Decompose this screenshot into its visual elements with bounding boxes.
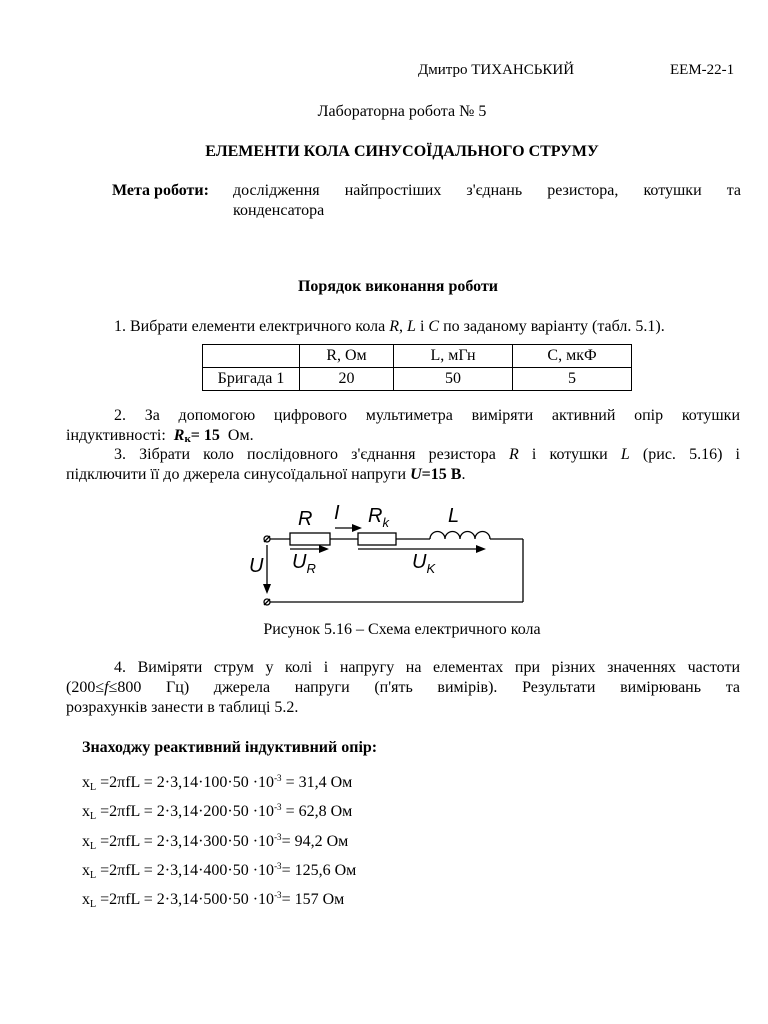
formula-line: $x_L =2\pi fL = 2\cdot 3,14\cdot 200\cdot 50 \cdot 10^{-3} = 62,8$ Ом	[82, 802, 353, 822]
table-cell: Бригада 1	[203, 368, 300, 391]
goal-text-line1: дослідження найпростіших з'єднань резистора, котушки та	[233, 182, 741, 199]
label-Rk: $R_k$	[368, 505, 389, 530]
step4-line2: (200≤f≤800 Гц) джерела напруги (п'ять вимірів). Результати вимірювань та	[66, 679, 740, 696]
step1-text: 1. Вибрати елементи електричного кола R, L і C по заданому варіанту (табл. 5.1).	[114, 318, 665, 335]
table-row	[203, 368, 632, 391]
author-name: Дмитро ТИХАНСЬКИЙ	[418, 62, 575, 78]
circuit-diagram	[240, 498, 530, 610]
step2-line1: 2. За допомогою цифрового мультиметра виміряти активний опір котушки	[114, 407, 740, 424]
table-header-row	[203, 345, 632, 368]
group-code: ЕЕМ-22-1	[670, 62, 735, 78]
table-cell: 5	[513, 368, 632, 391]
table-header-cell: R, Ом	[300, 345, 394, 368]
step4-line3: розрахунків занести в таблиці 5.2.	[66, 699, 299, 716]
lab-title: Лабораторна робота № 5	[317, 103, 487, 120]
reactance-heading: Знаходжу реактивний індуктивний опір:	[82, 739, 378, 756]
label-L: L	[448, 505, 460, 527]
table-cell: 50	[394, 368, 513, 391]
formula-line: $x_L =2\pi fL = 2\cdot 3,14\cdot 300\cdot 50 \cdot 10^{-3}= 94,2$ Ом	[82, 832, 349, 852]
label-UK: $U_K$	[412, 551, 436, 576]
label-R: R	[298, 508, 313, 530]
table-header-cell: L, мГн	[394, 345, 513, 368]
formula-line: $x_L =2\pi fL = 2\cdot 3,14\cdot 100\cdot 50 \cdot 10^{-3} = 31,4$ Ом	[82, 773, 353, 793]
goal-label: Мета роботи:	[112, 182, 209, 199]
variant-table	[202, 344, 632, 391]
main-title: ЕЛЕМЕНТИ КОЛА СИНУСОЇДАЛЬНОГО СТРУМУ	[205, 143, 599, 160]
label-I: I	[334, 502, 340, 524]
procedure-heading: Порядок виконання роботи	[297, 278, 499, 295]
table-header-cell	[203, 345, 300, 368]
formula-line: $x_L =2\pi fL = 2\cdot 3,14\cdot 500\cdot 50 \cdot 10^{-3}= 157$ Ом	[82, 890, 345, 910]
step4-line1: 4. Виміряти струм у колі і напругу на елементах при різних значеннях частоти	[114, 659, 740, 676]
step3-line1: 3. Зібрати коло послідовного з'єднання резистора R і котушки L (рис. 5.16) і	[114, 446, 741, 463]
label-U: U	[249, 555, 264, 577]
table-header-cell: C, мкФ	[513, 345, 632, 368]
figure-caption: Рисунок 5.16 – Схема електричного кола	[263, 621, 541, 638]
formula-line: $x_L =2\pi fL = 2\cdot 3,14\cdot 400\cdot 50 \cdot 10^{-3}= 125,6$ Ом	[82, 861, 357, 881]
label-UR: $U_R$	[292, 551, 316, 576]
goal-text-line2: конденсатора	[233, 202, 325, 219]
table-cell: 20	[300, 368, 394, 391]
step2-line2: індуктивності: Rк= 15 Ом.	[66, 427, 254, 445]
step3-line2: підключити її до джерела синусоїдальної напруги U=15 В.	[66, 466, 466, 483]
